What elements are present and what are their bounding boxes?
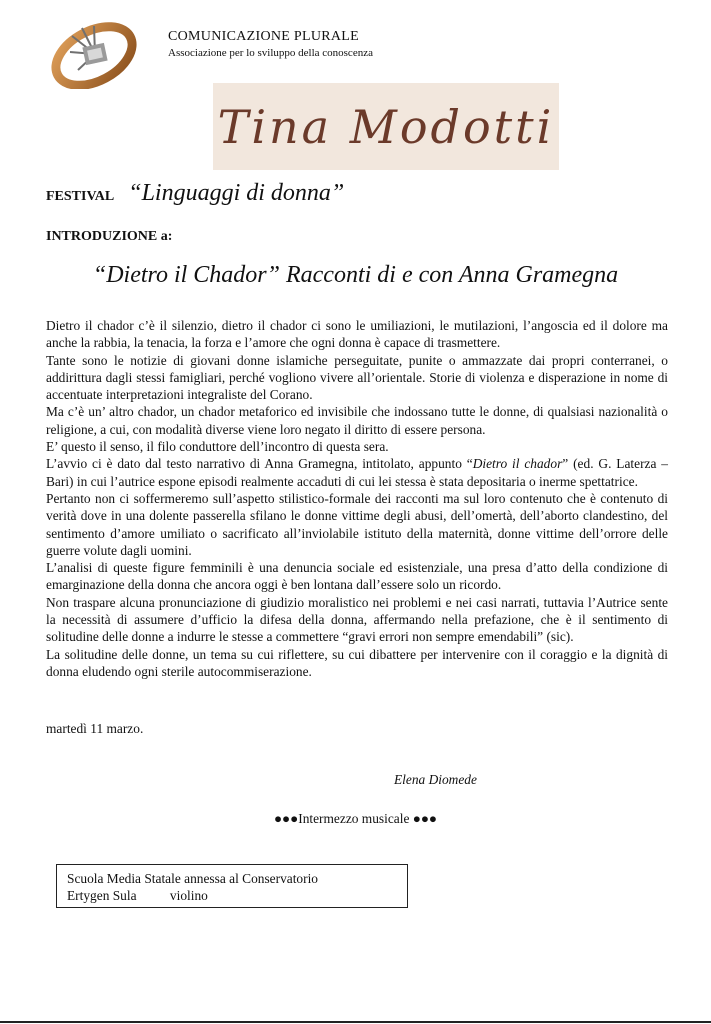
paragraph-text: ” (ed. G. Laterza – Bari) in cui l’autrice espone episodi realmente accaduti di cui lei stessa è stata depositaria o inerme spettatrice. — [46, 456, 668, 489]
paragraph: E’ questo il senso, il filo conduttore dell’incontro di questa sera. — [46, 439, 389, 455]
paragraph — [46, 455, 668, 490]
performer-instrument: violino — [169, 888, 208, 903]
association-logo — [50, 14, 140, 89]
paragraph: Dietro il chador c’è il silenzio, dietro il chador ci sono le umiliazioni, le mutilazioni, l’angoscia ed il dolore ma anche la rabbia, la tenacia, la forza e l’amore che ogni donna è capace di trasmettere. — [46, 318, 668, 351]
organization-header — [168, 28, 373, 62]
intermezzo-line: ●●●Intermezzo musicale ●●● — [273, 811, 438, 826]
organization-tagline: Associazione per lo sviluppo della conoscenza — [168, 47, 373, 59]
festival-label: FESTIVAL — [46, 189, 115, 204]
school-line: Scuola Media Statale annessa al Conservatorio — [67, 871, 319, 886]
body-text — [46, 317, 668, 680]
title-banner — [213, 83, 559, 170]
paragraph: Ma c’è un’ altro chador, un chador metaforico ed invisibile che indossano tutte le donne, di qualsiasi nazionalità o religione, a cui, con modalità diverse viene loro negato il diritto di essere persona. — [46, 404, 668, 437]
event-date: martedì 11 marzo. — [46, 721, 144, 736]
paragraph: L’analisi di queste figure femminili è una denuncia sociale ed esistenziale, una presa d’atto della condizione di emarginazione della donna che ancora oggi è ben lontana dall’essere solo un ricordo. — [46, 560, 668, 593]
paragraph: La solitudine delle donne, un tema su cui riflettere, su cui dibattere per intervenire con il coraggio e la dignità di donna eludendo ogni sterile autocommiserazione. — [46, 646, 668, 679]
paragraph: Tante sono le notizie di giovani donne islamiche perseguitate, punite o ammazzate dai propri conterranei, o addirittura dagli stessi famigliari, perché vogliono vivere all’orientale. Storie di violenza e disperazione in nome di accentuate interpretazioni integraliste del Corano. — [46, 352, 668, 403]
performer-info-box — [56, 864, 408, 908]
performer-name: Ertygen Sula — [67, 888, 137, 903]
intro-label: INTRODUZIONE a: — [46, 229, 173, 244]
paragraph-text: L’avvio ci è dato dal testo narrativo di Anna Gramegna, intitolato, appunto “ — [46, 456, 473, 472]
bottom-divider — [0, 1021, 711, 1023]
festival-line — [46, 180, 344, 207]
organization-name: COMUNICAZIONE PLURALE — [168, 29, 360, 44]
book-title: Dietro il chador — [472, 456, 563, 472]
performer-line — [67, 887, 407, 904]
festival-name: “Linguaggi di donna” — [128, 180, 345, 206]
author-signature: Elena Diomede — [394, 772, 477, 787]
paragraph: Non traspare alcuna pronunciazione di giudizio moralistico nei problemi e nei casi narrati, tuttavia l’Autrice sente la necessità di assumere d’ufficio la difesa della donna, affermando nella prefazione, che è il sentimento di solitudine delle donne a indurre le stesse a commettere “gravi errori non sempre emendabili” (sic). — [46, 594, 668, 645]
banner-title: Tina Modotti — [217, 99, 555, 154]
paragraph: Pertanto non ci soffermeremo sull’aspetto stilistico-formale dei racconti ma sul loro contenuto che è contenuto di verità dove in una dolente passerella sfilano le donne vittime degli abusi, dell’omertà, dell’aborto clandestino, del sentimento d’amore umiliato o sacrificato all’inviolabile istituto della maternità, donne vittime dell’orrore delle guerre volute dagli uomini. — [46, 490, 668, 558]
event-subtitle: “Dietro il Chador” Racconti di e con Anna Gramegna — [92, 262, 619, 288]
